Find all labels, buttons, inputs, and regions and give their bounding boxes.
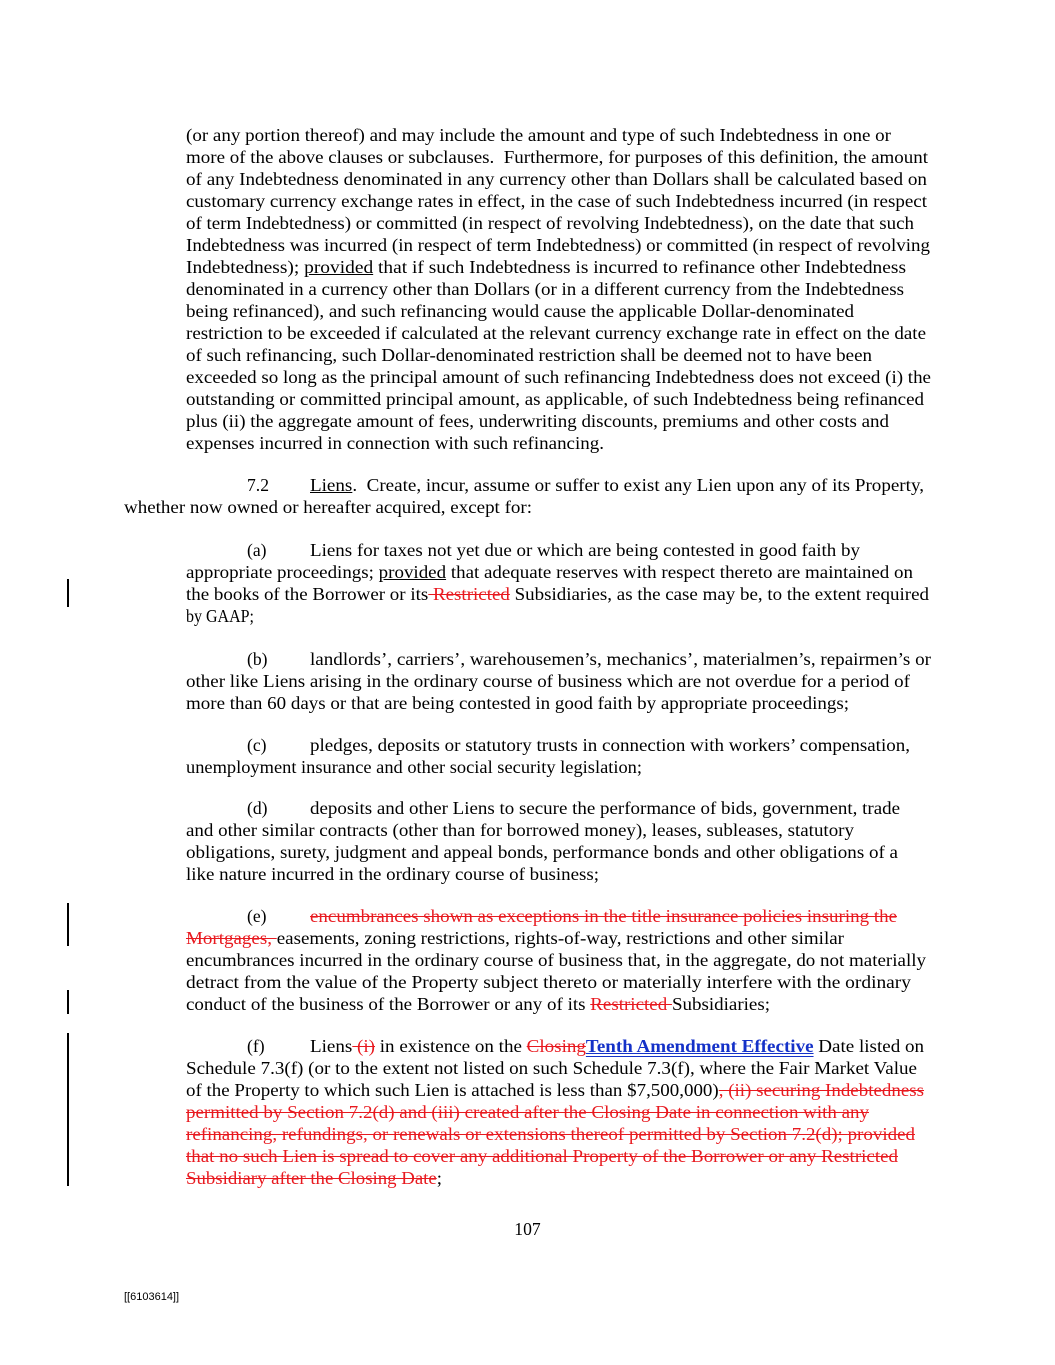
text-run: conduct of the business of the Borrower or any of its — [186, 994, 591, 1014]
deleted-text: (i) — [352, 1036, 376, 1056]
text-run: plus (ii) the aggregate amount of fees, underwriting discounts, premiums and other costs and — [186, 411, 889, 431]
text-run: in existence on the — [375, 1036, 527, 1056]
text-line — [310, 1035, 924, 1057]
text-run: that adequate reserves with respect thereto are maintained on — [446, 562, 914, 582]
text-line — [186, 1057, 917, 1079]
text-line — [186, 1079, 924, 1101]
text-line — [186, 561, 913, 583]
text-run: customary currency exchange rates in effect, in the case of such Indebtedness incurred (in respect — [186, 191, 927, 211]
text-run: of such refinancing, such Dollar-denominated restriction shall be deemed not to have been — [186, 345, 872, 365]
text-run: appropriate proceedings; — [186, 562, 379, 582]
text-run: outstanding or committed principal amount, as applicable, of such Indebtedness being refinanced — [186, 389, 924, 409]
text-line — [186, 410, 889, 432]
text-line — [186, 388, 924, 410]
text-run: Subsidiaries, as the case may be, to the extent required — [509, 584, 929, 604]
text-line — [186, 949, 926, 971]
text-line — [186, 278, 904, 300]
text-run: (d) — [247, 798, 268, 818]
page-number: 107 — [514, 1219, 541, 1239]
text-run: the books of the Borrower or its — [186, 584, 429, 604]
text-run: easements, zoning restrictions, rights-of-way, restrictions and other similar — [276, 928, 844, 948]
deleted-text: Restricted — [590, 994, 672, 1014]
deleted-text: Restricted — [428, 584, 510, 604]
text-run: other like Liens arising in the ordinary course of business which are not overdue for a period of — [186, 671, 910, 691]
text-run: more than 60 days or that are being contested in good faith by appropriate proceedings; — [186, 693, 849, 713]
text-run: (f) — [247, 1036, 265, 1056]
text-run: unemployment insurance and other social security legislation; — [186, 757, 642, 777]
document-id: [[6103614]] — [124, 1291, 180, 1303]
text-line — [310, 648, 931, 670]
text-line — [186, 1123, 915, 1145]
text-run: (e) — [247, 906, 267, 926]
text-line — [186, 993, 770, 1015]
text-line — [247, 797, 268, 819]
text-line — [247, 1035, 265, 1057]
text-line — [186, 300, 854, 322]
deleted-text: , (ii) securing Indebtedness — [718, 1080, 924, 1100]
text-line — [310, 474, 924, 496]
text-run: encumbrances incurred in the ordinary course of business that, in the aggregate, do not materially — [186, 950, 926, 970]
text-line — [310, 905, 897, 927]
deleted-text: encumbrances shown as exceptions in the title insurance policies insuring the — [310, 906, 897, 926]
text-run: like nature incurred in the ordinary course of business; — [186, 864, 599, 884]
text-line — [186, 190, 927, 212]
text-line — [186, 234, 930, 256]
text-line — [186, 1145, 898, 1167]
text-line — [186, 124, 891, 146]
text-line — [186, 863, 599, 885]
text-line — [310, 734, 910, 756]
text-run: Date listed on — [813, 1036, 924, 1056]
deleted-text: provided — [847, 1124, 915, 1144]
change-bar — [67, 990, 69, 1014]
text-run: exceeded so long as the principal amount of such refinancing Indebtedness does not exceed (i) the — [186, 367, 931, 387]
text-run: Indebtedness was incurred (in respect of term Indebtedness) or committed (in respect of revolving — [186, 235, 930, 255]
text-run: 7.2 — [247, 475, 269, 495]
text-run: of term Indebtedness) or committed (in respect of revolving Indebtedness), on the date that such — [186, 213, 914, 233]
text-run: ; — [436, 1168, 442, 1188]
text-run: (c) — [247, 735, 267, 755]
inserted-text: Tenth Amendment Effective — [585, 1036, 814, 1056]
text-run: (b) — [247, 649, 268, 669]
text-line — [186, 927, 844, 949]
text-line — [247, 474, 269, 496]
text-line — [310, 797, 900, 819]
text-line — [186, 366, 931, 388]
change-bar — [67, 1046, 69, 1186]
text-line — [186, 344, 872, 366]
text-line — [186, 692, 849, 714]
deleted-text: refinancing, refundings, or renewals or extensions thereof permitted by Section 7.2(d); — [186, 1124, 848, 1144]
text-line — [124, 496, 532, 518]
text-line — [186, 670, 910, 692]
text-line — [186, 432, 604, 454]
text-line — [186, 756, 642, 778]
text-run: denominated in a currency other than Dollars (or in a different currency from the Indebtedness — [186, 279, 905, 299]
text-run: (or any portion thereof) and may include the amount and type of such Indebtedness in one or — [186, 125, 891, 145]
text-run: of the Property to which such Lien is attached is less than $7,500,000) — [186, 1080, 719, 1100]
text-run: . Create, incur, assume or suffer to exist any Lien upon any of its Property, — [352, 475, 924, 495]
text-run: of any Indebtedness denominated in any currency other than Dollars shall be calculated based on — [186, 169, 927, 189]
deleted-text: that no such Lien is spread to cover any additional Property of the Borrower or any Restricted — [186, 1146, 899, 1166]
text-line — [186, 168, 927, 190]
text-line — [186, 146, 928, 168]
text-line — [186, 212, 914, 234]
change-bar — [67, 579, 69, 607]
deleted-text: permitted by Section 7.2(d) and (iii) created after the Closing Date in connection with any — [186, 1102, 869, 1122]
text-run: restriction to be exceeded if calculated at the relevant currency exchange rate in effect on the date — [186, 323, 927, 343]
text-line — [247, 648, 268, 670]
underlined-text: provided — [378, 562, 447, 582]
text-line — [186, 322, 926, 344]
text-run: detract from the value of the Property subject thereto or materially interfere with the ordinary — [186, 972, 911, 992]
text-run: more of the above clauses or subclauses. Furthermore, for purposes of this definition, the amount — [186, 147, 929, 167]
text-run: deposits and other Liens to secure the performance of bids, government, trade — [310, 798, 900, 818]
change-bar — [67, 903, 69, 946]
text-line — [186, 605, 254, 627]
text-run: (a) — [247, 540, 267, 560]
text-run: pledges, deposits or statutory trusts in connection with workers’ compensation, — [310, 735, 910, 755]
text-line — [186, 1101, 869, 1123]
text-run: being refinanced), and such refinancing would cause the applicable Dollar-denominated — [186, 301, 854, 321]
text-run: by GAAP; — [186, 606, 254, 626]
underlined-text: Liens — [310, 475, 353, 495]
text-line — [247, 734, 267, 756]
text-line — [247, 539, 267, 561]
text-run: whether now owned or hereafter acquired, except for: — [124, 497, 532, 517]
text-line — [186, 841, 898, 863]
deleted-text: Subsidiary after the Closing Date — [186, 1168, 437, 1188]
text-run: obligations, surety, judgment and appeal bonds, performance bonds and other obligations of a — [186, 842, 898, 862]
text-line — [186, 583, 929, 605]
text-line — [186, 971, 911, 993]
deleted-text: Closing — [526, 1036, 586, 1056]
text-run: landlords’, carriers’, warehousemen’s, mechanics’, materialmen’s, repairmen’s or — [310, 649, 931, 669]
deleted-text: Mortgages, — [186, 928, 277, 948]
text-run: Liens for taxes not yet due or which are being contested in good faith by — [310, 540, 860, 560]
text-run: expenses incurred in connection with such refinancing. — [186, 433, 604, 453]
text-run: that if such Indebtedness is incurred to refinance other Indebtedness — [373, 257, 906, 277]
underlined-text: provided — [304, 257, 374, 277]
text-line — [186, 1167, 442, 1189]
text-run: Subsidiaries; — [671, 994, 770, 1014]
text-line — [310, 539, 860, 561]
text-line — [186, 819, 854, 841]
text-run: and other similar contracts (other than for borrowed money), leases, subleases, statutory — [186, 820, 854, 840]
text-line — [186, 256, 906, 278]
text-run: Indebtedness); — [186, 257, 305, 277]
text-run: Schedule 7.3(f) (or to the extent not listed on such Schedule 7.3(f), where the Fair Market Value — [186, 1058, 918, 1078]
text-line — [247, 905, 267, 927]
text-run: Liens — [310, 1036, 353, 1056]
